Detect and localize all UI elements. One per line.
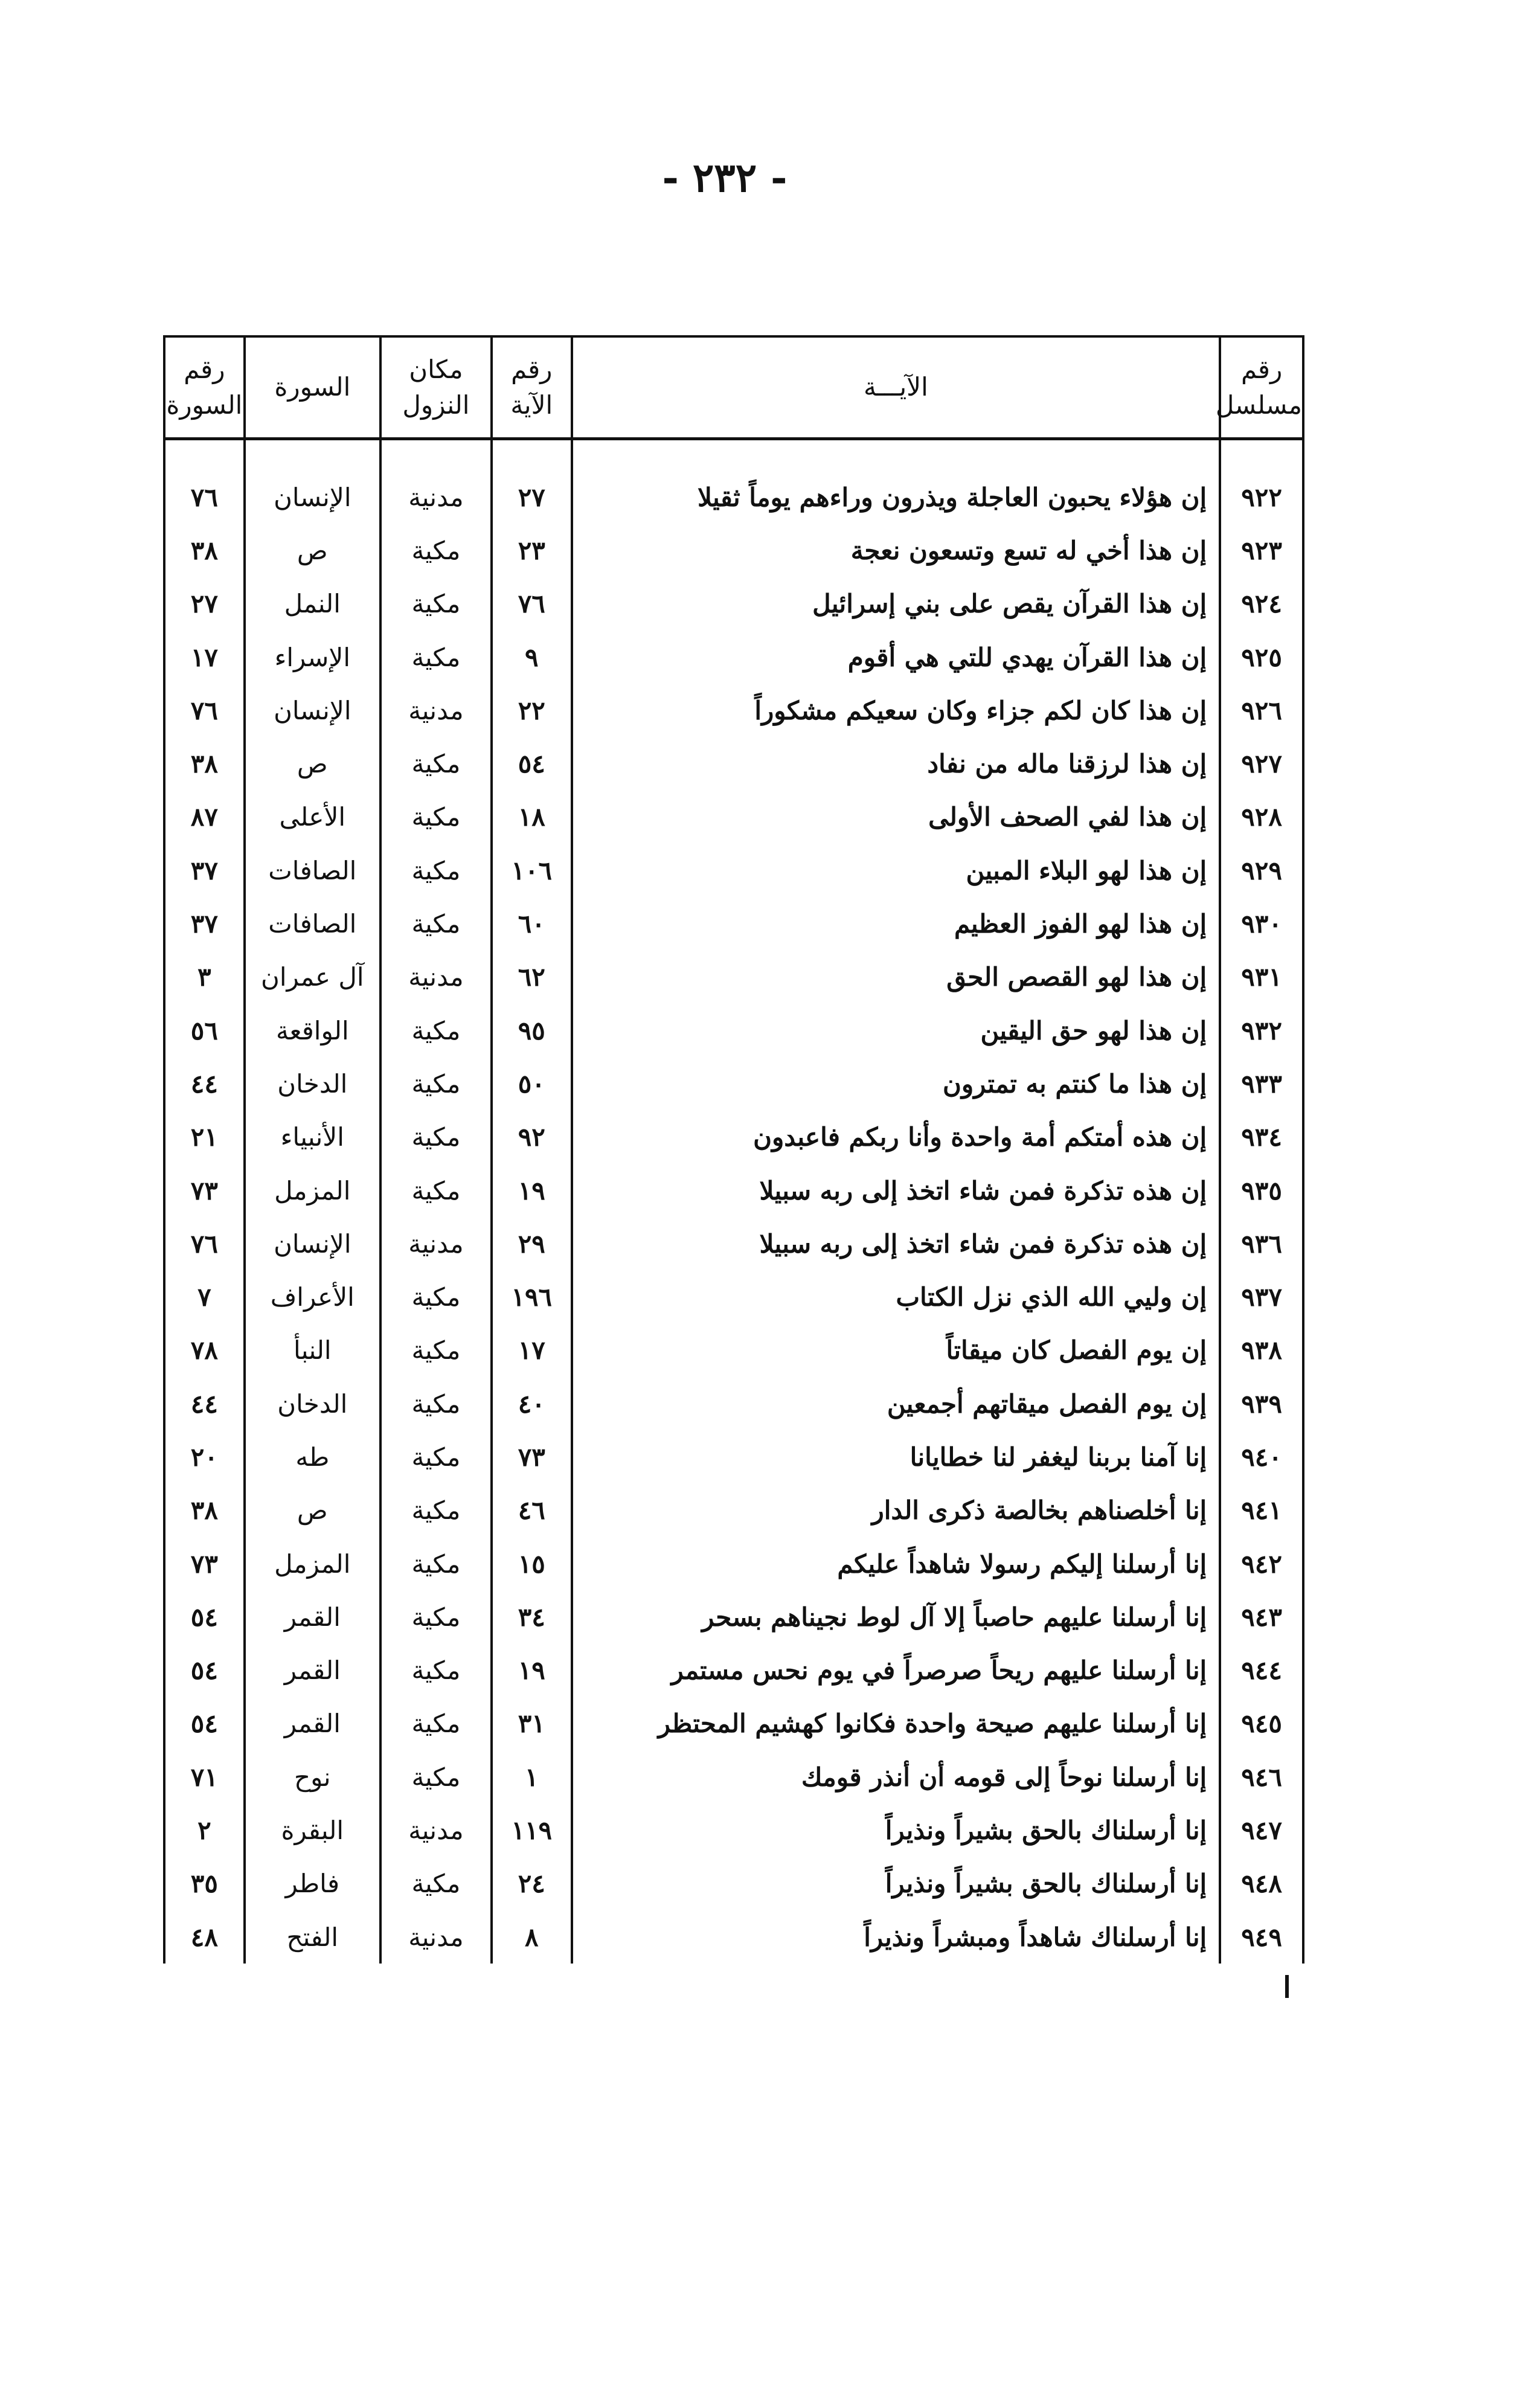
cell-verse: إن هذا القرآن يقص على بني إسرائيل xyxy=(572,577,1221,631)
cell-surah: المزمل xyxy=(245,1537,380,1590)
verse-index-table xyxy=(163,335,1304,1964)
cell-verse-no: ٤٦ xyxy=(492,1484,572,1537)
cell-surah-no: ٧ xyxy=(164,1270,245,1323)
cell-serial: ٩٢٤ xyxy=(1220,577,1303,631)
cell-surah-no: ٢ xyxy=(164,1803,245,1857)
cell-serial: ٩٤٩ xyxy=(1220,1910,1303,1964)
header-place-line-1: مكان xyxy=(409,354,463,384)
table-row xyxy=(164,1270,1303,1323)
cell-place: مكية xyxy=(380,1590,492,1643)
cell-verse-no: ٢٧ xyxy=(492,470,572,524)
cell-serial: ٩٣٩ xyxy=(1220,1377,1303,1430)
cell-surah: الفتح xyxy=(245,1910,380,1964)
cell-place: مكية xyxy=(380,844,492,897)
cell-surah: فاطر xyxy=(245,1857,380,1910)
cell-serial: ٩٣٣ xyxy=(1220,1057,1303,1110)
cell-verse: إن هذا لفي الصحف الأولى xyxy=(572,791,1221,844)
verse-index-table-wrapper xyxy=(163,335,1304,1964)
cell-verse: إنا أرسلناك بالحق بشيراً ونذيراً xyxy=(572,1857,1221,1910)
table-row xyxy=(164,951,1303,1004)
cell-surah: ص xyxy=(245,524,380,577)
cell-verse-no: ١٨ xyxy=(492,791,572,844)
cell-surah-no: ٧٣ xyxy=(164,1537,245,1590)
cell-verse-no: ٢٩ xyxy=(492,1217,572,1270)
cell-place: مكية xyxy=(380,1057,492,1110)
cell-verse-no: ٣٤ xyxy=(492,1590,572,1643)
cell-verse: إنا أرسلنا عليهم حاصباً إلا آل لوط نجيناهم بسحر xyxy=(572,1590,1221,1643)
cell-verse: إن هذا ما كنتم به تمترون xyxy=(572,1057,1221,1110)
cell-serial: ٩٤١ xyxy=(1220,1484,1303,1537)
cell-serial: ٩٤٣ xyxy=(1220,1590,1303,1643)
cell-place: مكية xyxy=(380,1750,492,1803)
cell-verse-no: ٢٤ xyxy=(492,1857,572,1910)
cell-place: مكية xyxy=(380,1430,492,1483)
cell-surah: النمل xyxy=(245,577,380,631)
header-place xyxy=(380,336,492,439)
cell-verse-no: ١٩٦ xyxy=(492,1270,572,1323)
cell-surah: نوح xyxy=(245,1750,380,1803)
cell-surah-no: ٣٨ xyxy=(164,737,245,790)
cell-surah: الواقعة xyxy=(245,1004,380,1057)
cell-verse: إن هذا القرآن يهدي للتي هي أقوم xyxy=(572,631,1221,684)
cell-verse-no: ٩٥ xyxy=(492,1004,572,1057)
table-row xyxy=(164,470,1303,524)
cell-surah: ص xyxy=(245,1484,380,1537)
cell-serial: ٩٤٧ xyxy=(1220,1803,1303,1857)
table-row xyxy=(164,1217,1303,1270)
cell-verse-no: ٣١ xyxy=(492,1697,572,1750)
cell-verse: إن هؤلاء يحبون العاجلة ويذرون وراءهم يوماً ثقيلا xyxy=(572,470,1221,524)
table-row xyxy=(164,1004,1303,1057)
cell-serial: ٩٢٩ xyxy=(1220,844,1303,897)
cell-place: مدنية xyxy=(380,951,492,1004)
cell-verse: إنا أرسلناك بالحق بشيراً ونذيراً xyxy=(572,1803,1221,1857)
cell-place: مدنية xyxy=(380,684,492,737)
cell-surah: الأعلى xyxy=(245,791,380,844)
header-serial-line-2: مسلسل xyxy=(1215,390,1302,420)
cell-serial: ٩٢٣ xyxy=(1220,524,1303,577)
cell-verse: إن هذا لهو القصص الحق xyxy=(572,951,1221,1004)
cell-surah: ص xyxy=(245,737,380,790)
cell-surah-no: ٨٧ xyxy=(164,791,245,844)
table-row xyxy=(164,1377,1303,1430)
cell-serial: ٩٣٥ xyxy=(1220,1164,1303,1217)
cell-serial: ٩٢٨ xyxy=(1220,791,1303,844)
cell-surah: القمر xyxy=(245,1590,380,1643)
cell-surah-no: ٣ xyxy=(164,951,245,1004)
cell-verse: إنا أخلصناهم بخالصة ذكرى الدار xyxy=(572,1484,1221,1537)
spacer-cell xyxy=(245,439,380,471)
table-row xyxy=(164,1644,1303,1697)
header-row xyxy=(164,336,1303,439)
cell-surah-no: ٣٥ xyxy=(164,1857,245,1910)
table-row xyxy=(164,1750,1303,1803)
cell-place: مكية xyxy=(380,1644,492,1697)
cell-surah: النبأ xyxy=(245,1324,380,1377)
cell-surah: آل عمران xyxy=(245,951,380,1004)
cell-surah: الإنسان xyxy=(245,470,380,524)
cell-place: مكية xyxy=(380,897,492,950)
cell-serial: ٩٣١ xyxy=(1220,951,1303,1004)
cell-serial: ٩٤٤ xyxy=(1220,1644,1303,1697)
cell-surah-no: ٣٧ xyxy=(164,844,245,897)
header-serial xyxy=(1215,336,1303,439)
spacer-cell xyxy=(1220,439,1303,471)
cell-verse-no: ١٩ xyxy=(492,1644,572,1697)
cell-surah-no: ٧٨ xyxy=(164,1324,245,1377)
cell-place: مكية xyxy=(380,1270,492,1323)
cell-surah: الأعراف xyxy=(245,1270,380,1323)
table-row xyxy=(164,631,1303,684)
cell-serial: ٩٢٦ xyxy=(1220,684,1303,737)
cell-place: مكية xyxy=(380,1377,492,1430)
cell-surah-no: ٣٧ xyxy=(164,897,245,950)
cell-verse: إن هذا لهو الفوز العظيم xyxy=(572,897,1221,950)
column-tick-mark xyxy=(1285,1975,1289,1998)
cell-verse: إن هذه تذكرة فمن شاء اتخذ إلى ربه سبيلا xyxy=(572,1217,1221,1270)
cell-serial: ٩٢٢ xyxy=(1220,470,1303,524)
table-row xyxy=(164,1590,1303,1643)
table-row xyxy=(164,897,1303,950)
cell-place: مكية xyxy=(380,1324,492,1377)
cell-surah-no: ٤٤ xyxy=(164,1377,245,1430)
cell-verse: إن هذا لهو حق اليقين xyxy=(572,1004,1221,1057)
cell-surah: الإنسان xyxy=(245,1217,380,1270)
cell-verse-no: ٩٢ xyxy=(492,1111,572,1164)
header-place-line-2: النزول xyxy=(402,390,470,420)
table-row xyxy=(164,524,1303,577)
cell-verse-no: ١٩ xyxy=(492,1164,572,1217)
cell-place: مدنية xyxy=(380,1910,492,1964)
table-row xyxy=(164,1697,1303,1750)
cell-verse-no: ١٧ xyxy=(492,1324,572,1377)
cell-surah-no: ٥٦ xyxy=(164,1004,245,1057)
table-row xyxy=(164,844,1303,897)
header-surah-no-line-2: السورة xyxy=(166,390,243,420)
cell-verse: إن هذه أمتكم أمة واحدة وأنا ربكم فاعبدون xyxy=(572,1111,1221,1164)
cell-serial: ٩٤٦ xyxy=(1220,1750,1303,1803)
cell-verse: إنا أرسلنا عليهم ريحاً صرصراً في يوم نحس مستمر xyxy=(572,1644,1221,1697)
cell-verse: إنا أرسلنا نوحاً إلى قومه أن أنذر قومك xyxy=(572,1750,1221,1803)
cell-surah: البقرة xyxy=(245,1803,380,1857)
cell-surah-no: ٥٤ xyxy=(164,1697,245,1750)
cell-place: مكية xyxy=(380,1857,492,1910)
cell-serial: ٩٢٥ xyxy=(1220,631,1303,684)
table-row xyxy=(164,1111,1303,1164)
cell-verse-no: ١٠٦ xyxy=(492,844,572,897)
table-row xyxy=(164,1430,1303,1483)
table-row xyxy=(164,1324,1303,1377)
cell-serial: ٩٢٧ xyxy=(1220,737,1303,790)
cell-surah: الإسراء xyxy=(245,631,380,684)
cell-serial: ٩٤٨ xyxy=(1220,1857,1303,1910)
table-row xyxy=(164,684,1303,737)
cell-place: مكية xyxy=(380,1164,492,1217)
table-row xyxy=(164,577,1303,631)
cell-serial: ٩٤٢ xyxy=(1220,1537,1303,1590)
cell-verse-no: ٥٤ xyxy=(492,737,572,790)
cell-surah-no: ٤٤ xyxy=(164,1057,245,1110)
cell-surah-no: ٧٦ xyxy=(164,684,245,737)
table-row xyxy=(164,737,1303,790)
header-surah: السورة xyxy=(245,336,380,439)
table-row xyxy=(164,791,1303,844)
spacer-cell xyxy=(164,439,245,471)
cell-surah: الدخان xyxy=(245,1377,380,1430)
cell-verse: إن هذا كان لكم جزاء وكان سعيكم مشكوراً xyxy=(572,684,1221,737)
header-surah-no xyxy=(164,336,245,439)
cell-verse-no: ٦٠ xyxy=(492,897,572,950)
table-row xyxy=(164,1164,1303,1217)
cell-verse: إن يوم الفصل كان ميقاتاً xyxy=(572,1324,1221,1377)
cell-place: مكية xyxy=(380,577,492,631)
cell-place: مكية xyxy=(380,631,492,684)
cell-verse-no: ١١٩ xyxy=(492,1803,572,1857)
cell-serial: ٩٣٢ xyxy=(1220,1004,1303,1057)
header-surah-no-line-1: رقم xyxy=(184,354,225,384)
cell-surah-no: ٣٨ xyxy=(164,1484,245,1537)
cell-verse-no: ١ xyxy=(492,1750,572,1803)
cell-verse-no: ٢٣ xyxy=(492,524,572,577)
cell-serial: ٩٣٠ xyxy=(1220,897,1303,950)
table-body xyxy=(164,470,1303,1964)
cell-verse-no: ٩ xyxy=(492,631,572,684)
cell-surah: الدخان xyxy=(245,1057,380,1110)
cell-surah-no: ٢١ xyxy=(164,1111,245,1164)
cell-place: مكية xyxy=(380,1484,492,1537)
table-row xyxy=(164,1484,1303,1537)
cell-surah: القمر xyxy=(245,1644,380,1697)
cell-serial: ٩٤٠ xyxy=(1220,1430,1303,1483)
header-verse-no-line-2: الآية xyxy=(510,390,553,420)
cell-verse: إنا آمنا بربنا ليغفر لنا خطايانا xyxy=(572,1430,1221,1483)
header-verse-no xyxy=(492,336,572,439)
cell-surah-no: ٧١ xyxy=(164,1750,245,1803)
cell-surah-no: ٥٤ xyxy=(164,1590,245,1643)
cell-verse: إن يوم الفصل ميقاتهم أجمعين xyxy=(572,1377,1221,1430)
cell-place: مكية xyxy=(380,1537,492,1590)
spacer-cell xyxy=(572,439,1221,471)
cell-verse: إن وليي الله الذي نزل الكتاب xyxy=(572,1270,1221,1323)
cell-serial: ٩٣٨ xyxy=(1220,1324,1303,1377)
cell-verse: إن هذه تذكرة فمن شاء اتخذ إلى ربه سبيلا xyxy=(572,1164,1221,1217)
page-number: - ٢٣٢ - xyxy=(662,154,788,201)
cell-serial: ٩٣٦ xyxy=(1220,1217,1303,1270)
cell-verse: إنا أرسلناك شاهداً ومبشراً ونذيراً xyxy=(572,1910,1221,1964)
cell-surah-no: ٧٦ xyxy=(164,1217,245,1270)
cell-verse: إنا أرسلنا عليهم صيحة واحدة فكانوا كهشيم المحتظر xyxy=(572,1697,1221,1750)
cell-surah: الصافات xyxy=(245,897,380,950)
cell-surah: الإنسان xyxy=(245,684,380,737)
cell-place: مدنية xyxy=(380,470,492,524)
cell-place: مكية xyxy=(380,1697,492,1750)
cell-verse-no: ٨ xyxy=(492,1910,572,1964)
header-spacer-row xyxy=(164,439,1303,471)
cell-verse-no: ٥٠ xyxy=(492,1057,572,1110)
cell-serial: ٩٣٧ xyxy=(1220,1270,1303,1323)
cell-verse: إن هذا لرزقنا ماله من نفاد xyxy=(572,737,1221,790)
cell-surah-no: ٤٨ xyxy=(164,1910,245,1964)
header-verse-no-line-1: رقم xyxy=(511,354,553,384)
cell-place: مدنية xyxy=(380,1217,492,1270)
cell-place: مدنية xyxy=(380,1803,492,1857)
table-row xyxy=(164,1857,1303,1910)
cell-surah-no: ٧٦ xyxy=(164,470,245,524)
cell-serial: ٩٣٤ xyxy=(1220,1111,1303,1164)
cell-surah: القمر xyxy=(245,1697,380,1750)
table-row xyxy=(164,1057,1303,1110)
cell-surah-no: ٧٣ xyxy=(164,1164,245,1217)
table-row xyxy=(164,1803,1303,1857)
cell-verse-no: ٢٢ xyxy=(492,684,572,737)
cell-place: مكية xyxy=(380,791,492,844)
cell-surah-no: ٣٨ xyxy=(164,524,245,577)
cell-surah-no: ٢٠ xyxy=(164,1430,245,1483)
spacer-cell xyxy=(380,439,492,471)
table-row xyxy=(164,1537,1303,1590)
cell-verse-no: ٤٠ xyxy=(492,1377,572,1430)
cell-surah: الصافات xyxy=(245,844,380,897)
cell-surah-no: ٥٤ xyxy=(164,1644,245,1697)
cell-verse-no: ٧٦ xyxy=(492,577,572,631)
cell-verse-no: ٦٢ xyxy=(492,951,572,1004)
header-serial-line-1: رقم xyxy=(1240,354,1283,384)
table-row xyxy=(164,1910,1303,1964)
cell-surah-no: ٢٧ xyxy=(164,577,245,631)
cell-verse-no: ٧٣ xyxy=(492,1430,572,1483)
cell-serial: ٩٤٥ xyxy=(1220,1697,1303,1750)
cell-place: مكية xyxy=(380,1111,492,1164)
cell-place: مكية xyxy=(380,737,492,790)
cell-verse-no: ١٥ xyxy=(492,1537,572,1590)
cell-place: مكية xyxy=(380,1004,492,1057)
cell-surah-no: ١٧ xyxy=(164,631,245,684)
cell-place: مكية xyxy=(380,524,492,577)
table-header xyxy=(164,336,1303,470)
cell-verse: إن هذا لهو البلاء المبين xyxy=(572,844,1221,897)
cell-verse: إن هذا أخي له تسع وتسعون نعجة xyxy=(572,524,1221,577)
cell-verse: إنا أرسلنا إليكم رسولا شاهداً عليكم xyxy=(572,1537,1221,1590)
spacer-cell xyxy=(492,439,572,471)
cell-surah: المزمل xyxy=(245,1164,380,1217)
header-verse: الآيـــة xyxy=(572,336,1221,439)
cell-surah: الأنبياء xyxy=(245,1111,380,1164)
cell-surah: طه xyxy=(245,1430,380,1483)
